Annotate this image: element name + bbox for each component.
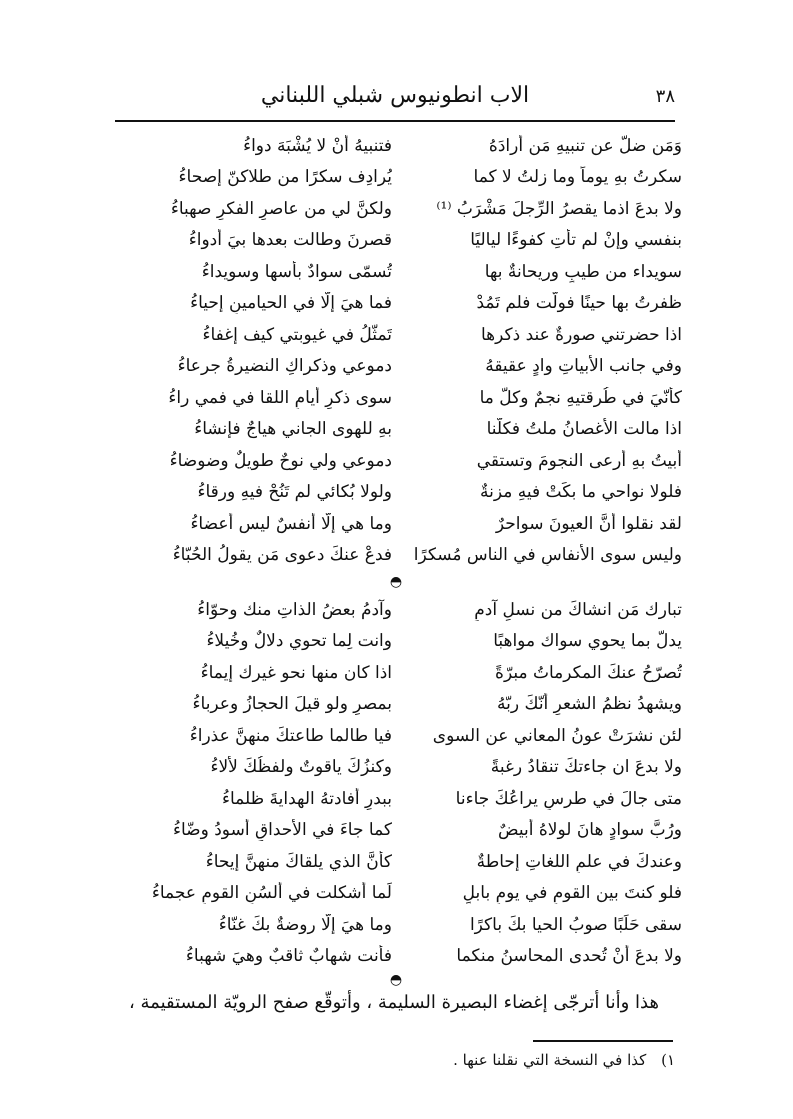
hemistich-first: ولا بدعَ اذما يقصرُ الرِّجلَ مَشْرَبُ ⁽¹⁾ [436,198,682,219]
hemistich-first: سويداء من طيبٍ وريحانةٌ بها [484,261,682,282]
hemistich-second: وما هيَ إلّا روضةٌ بكَ غنّاءُ [218,914,392,935]
verse-line [112,878,682,910]
hemistich-first: اذا حضرتني صورةٌ عند ذكرها [480,324,682,345]
hemistich-first: فلولا نواحي ما بكَتْ فيهِ مزنةٌ [480,482,682,503]
verse-line [112,477,682,509]
hemistich-second: قصرنَ وطالت بعدها بيَ أدواءُ [188,230,392,251]
hemistich-second: سوى ذكرِ أيامِ اللقا في فمي راءُ [168,387,392,408]
verse-line [112,626,682,658]
hemistich-first: لئن نشرَتْ عونُ المعاني عن السوى [432,725,682,746]
verse-line [112,382,682,414]
verse-line [112,909,682,941]
hemistich-second: دموعي وذكراكِ النضيرةُ جرعاءُ [177,356,392,377]
hemistich-second: يُرادِف سكرًا من طلاكنّ إصحاءُ [178,167,392,188]
hemistich-second: كأنَّ الذي يلقاكَ منهنَّ إيحاءُ [205,851,392,872]
hemistich-second: ولكنَّ لي من عاصرِ الفكرِ صهباءُ [170,198,392,219]
verse-line [112,752,682,784]
poem-part-1 [112,130,682,571]
footnote-rule [533,1040,673,1042]
section-ornament: ◓ [389,574,403,590]
hemistich-first: ولا بدعَ أنْ تُحدى المحاسنُ منكما [456,946,682,967]
hemistich-second: لَما أشكلت في ألسُنِ القومِ عجماءُ [151,883,392,904]
verse-line [112,815,682,847]
header-rule [115,120,675,122]
verse-line [112,689,682,721]
verse-line [112,445,682,477]
hemistich-second: ببدرٍ أفادتهُ الهدايةَ ظلماءُ [221,788,392,809]
hemistich-first: بنفسي وإنْ لم تأتِ كفوءًا لياليًا [470,230,682,251]
hemistich-first: اذا مالت الأغصانُ ملتُ فكلُّنا [486,419,682,440]
closing-prose: هذا وأنا أترجّى إغضاء البصيرة السليمة ، وأتوقّع صفح الرويّة المستقيمة ، [129,992,659,1013]
hemistich-second: كما جاءَ في الأحداقِ أسودُ وضّاءُ [173,820,392,841]
verse-line [112,162,682,194]
hemistich-first: لقد نقلوا أنَّ العيونَ سواحرٌ [495,513,682,534]
hemistich-second: فدعْ عنكَ دعوى مَن يقولُ الحُبّاءُ [172,545,392,566]
verse-line [112,540,682,572]
hemistich-first: تُصرّحُ عنكَ المكرماتُ مبرّةً [495,662,682,683]
hemistich-first: فلو كنتَ بين القومِ في يومِ بابلٍ [462,883,682,904]
verse-line [112,225,682,257]
verse-line [112,130,682,162]
footnote-text: كذا في النسخة التي نقلنا عنها . [453,1051,647,1069]
hemistich-first: سقى حَلَبًا صوبُ الحيا بكَ باكرًا [469,914,682,935]
verse-line [112,288,682,320]
hemistich-second: وكنزُكَ ياقوتٌ ولفظُكَ لألاءُ [210,757,392,778]
hemistich-second: فما هيَ إلّا في الحيامينِ إحياءُ [190,293,392,314]
hemistich-second: تُسمّى سوادٌ بأسها وسويداءُ [201,261,392,282]
hemistich-second: فيا طالما طاعتكَ منهنَّ عذراءُ [189,725,392,746]
hemistich-second: وما هي إلّا أنفسٌ ليس أعضاءُ [190,513,392,534]
hemistich-first: ورُبَّ سوادٍ هانَ لولاهُ أبيضٌ [498,820,682,841]
verse-line [112,720,682,752]
running-title: الاب انطونيوس شبلي اللبناني [260,83,530,108]
verse-line [112,508,682,540]
section-ornament: ◓ [389,972,403,988]
hemistich-second: فتنبيهُ أنْ لا يُشْبَهَ دواءُ [243,135,392,156]
verse-line [112,941,682,973]
hemistich-second: ولولا بُكائي لم تَنُحْ فيهِ ورقاءُ [197,482,392,503]
hemistich-second: تَمثّلُ في غيوبتي كيف إغفاءُ [202,324,392,345]
hemistich-first: ولا بدعَ ان جاءتكَ تنقادُ رغبةً [490,757,682,778]
hemistich-second: فأنت شهابٌ ثاقبٌ وهيَ شهباءُ [185,946,392,967]
hemistich-first: سكرتُ بهِ يوماً وما زلتُ لا كما [473,167,682,188]
verse-line [112,319,682,351]
verse-line [112,256,682,288]
verse-line [112,351,682,383]
verse-line [112,414,682,446]
hemistich-second: وانت لِما تحوي دلالٌ وخُيلاءُ [206,631,392,652]
hemistich-first: وفي جانب الأبياتِ وادٍ عقيقهُ [485,356,682,377]
hemistich-first: ظفرتُ بها حينًا فولّت فلم تَمُدْ [476,293,682,314]
verse-line [112,657,682,689]
verse-line [112,846,682,878]
hemistich-second: بمصرٍ ولو قيلَ الحجازُ وعرباءُ [192,694,392,715]
hemistich-first: أبيتُ بهِ أرعى النجومَ وتستقي [476,450,682,471]
footnote [380,1050,675,1070]
hemistich-first: وَمَن ضلَّ عن تنبيهِ مَن أرادَهُ [488,135,682,156]
hemistich-first: تبارك مَن انشاكَ من نسلِ آدمٍ [474,599,682,620]
page-header [115,80,675,116]
hemistich-second: اذا كان منها نحو غيرك إيماءُ [200,662,392,683]
hemistich-first: ويشهدُ نظمُ الشعرِ أنّكَ ربّهُ [497,694,682,715]
verse-line [112,594,682,626]
page-number: ٣٨ [655,86,675,107]
footnote-marker: ١) [661,1051,675,1069]
verse-line [112,193,682,225]
hemistich-first: كأنّيَ في طُرقتيهِ نجمٌ وكلُّ ما [479,387,682,408]
hemistich-first: يدلُّ بما يحوي سواك مواهبًا [493,631,682,652]
hemistich-second: وآدمُ بعضُ الذاتِ منك وحوّاءُ [197,599,392,620]
poem-part-2 [112,594,682,972]
verse-line [112,783,682,815]
hemistich-second: بهِ للهوى الجاني هياجٌ فإنشاءُ [194,419,392,440]
hemistich-second: دموعي ولي نوحٌ طويلٌ وضوضاءُ [169,450,392,471]
hemistich-first: وليس سوى الأنفاسِ في الناس مُسكرًا [413,545,682,566]
hemistich-first: وعندكَ في علمِ اللغاتِ إحاطةٌ [476,851,682,872]
hemistich-first: متى جالَ في طرسٍ يراعُكَ جاءنا [455,788,682,809]
